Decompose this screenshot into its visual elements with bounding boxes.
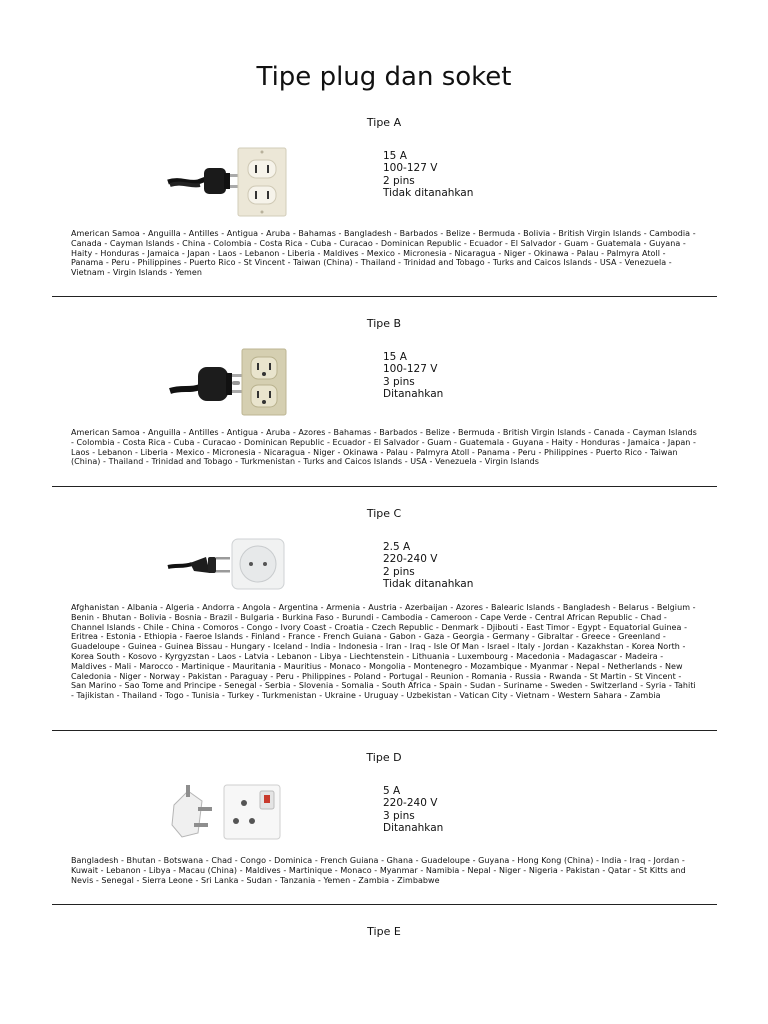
grounding-status: Ditanahkan <box>383 822 444 835</box>
specs <box>383 351 443 401</box>
type-label: Tipe D <box>366 751 402 764</box>
specs <box>383 150 473 200</box>
pin-count: 2 pins <box>383 174 415 187</box>
country-list: Bangladesh - Bhutan - Botswana - Chad - Congo - Dominica - French Guiana - Ghana - Guadeloupe - Guyana - Hong Kong (China) - India - Iraq - Jordan - Kuwait - Lebanon - Libya - Macau (China) - Maldives - Martinique - Monaco - Myanmar - Namibia - Nepal - Niger - Nigeria - Pakistan - Qatar - St Kitts and Nevis - Senegal - Sierra Leone - Sri Lanka - Sudan - Tanzania - Yemen - Zambia - Zimbabwe <box>71 856 686 885</box>
divider <box>52 486 717 487</box>
current-rating: 5 A <box>383 785 401 797</box>
voltage-rating: 220-240 V <box>383 797 438 810</box>
specs <box>383 785 443 835</box>
grounding-status: Tidak ditanahkan <box>383 578 474 591</box>
current-rating: 15 A <box>383 150 407 162</box>
current-rating: 2.5 A <box>383 541 411 553</box>
type-label: Tipe B <box>366 317 402 330</box>
country-list: American Samoa - Anguilla - Antilles - Antigua - Aruba - Azores - Bahamas - Barbados - Belize - Bermuda - British Virgin Islands - Canada - Cayman Islands - Colombia - Costa Rica - Cuba - Curacao - Dominican Republic - Ecuador - El Salvador - Guam - Guatemala - Guyana - Haity - Honduras - Jamaica - Japan - Laos - Lebanon - Liberia - Mexico - Micronesia - Nicaragua - Niger - Okinawa - Palau - Palmyra Atoll - Panama - Peru - Philippines - Puerto Rico - Taiwan (China) - Thailand - Trinidad and Tobago - Turkmenistan - Turks and Caicos Islands - USA - Venezuela - Virgin Islands <box>71 428 697 467</box>
pin-count: 2 pins <box>383 565 415 578</box>
pin-count: 3 pins <box>383 375 415 388</box>
voltage-rating: 220-240 V <box>383 553 438 566</box>
current-rating: 15 A <box>383 351 407 363</box>
grounding-status: Tidak ditanahkan <box>383 187 474 200</box>
voltage-rating: 100-127 V <box>383 363 438 376</box>
plug-b-image <box>166 347 288 417</box>
divider <box>52 730 717 731</box>
divider <box>52 296 717 297</box>
plug-d-image <box>168 781 284 843</box>
page-title: Tipe plug dan soket <box>256 62 512 92</box>
type-label: Tipe C <box>366 507 402 520</box>
type-label: Tipe E <box>367 925 401 938</box>
plug-c-image <box>166 537 288 593</box>
country-list: American Samoa - Anguilla - Antilles - Antigua - Aruba - Bahamas - Bangladesh - Barbados - Belize - Bermuda - Bolivia - British Virgin Islands - Cambodia - Canada - Cayman Islands - China - Colombia - Costa Rica - Cuba - Curacao - Dominican Republic - Ecuador - El Salvador - Guam - Guatemala - Guyana - Haity - Honduras - Jamaica - Japan - Laos - Lebanon - Liberia - Maldives - Mexico - Micronesia - Nicaragua - Niger - Okinawa - Palau - Palmyra Atoll - Panama - Peru - Philippines - Puerto Rico - St Vincent - Taiwan (China) - Thailand - Trinidad and Tobago - Turks and Caicos Islands - USA - Venezuela - Vietnam - Virgin Islands - Yemen <box>71 229 696 278</box>
type-label: Tipe A <box>366 116 402 129</box>
grounding-status: Ditanahkan <box>383 388 444 401</box>
specs <box>383 541 473 591</box>
voltage-rating: 100-127 V <box>383 162 438 175</box>
country-list: Afghanistan - Albania - Algeria - Andorra - Angola - Argentina - Armenia - Austria - Azerbaijan - Azores - Balearic Islands - Bangladesh - Belarus - Belgium - Benin - Bhutan - Bolivia - Bosnia - Brazil - Bulgaria - Burkina Faso - Burundi - Cambodia - Cameroon - Cape Verde - Central African Republic - Chad - Channel Islands - Chile - China - Comoros - Congo - Ivory Coast - Croatia - Czech Republic - Denmark - Djibouti - East Timor - Egypt - Equatorial Guinea - Eritrea - Estonia - Ethiopia - Faeroe Islands - Finland - France - French Guiana - Gabon - Gaza - Georgia - Germany - Gibraltar - Greece - Greenland - Guadeloupe - Guinea - Guinea Bissau - Hungary - Iceland - India - Indonesia - Iran - Iraq - Isle Of Man - Israel - Italy - Jordan - Kazakhstan - Korea North - Korea South - Kosovo - Kyrgyzstan - Laos - Latvia - Lebanon - Libya - Liechtenstein - Lithuania - Luxembourg - Macedonia - Madagascar - Madeira - Maldives - Mali - Marocco - Martinique - Mauritania - Mauritius - Monaco - Mongolia - Montenegro - Mozambique - Myanmar - Nepal - Netherlands - New Caledonia - Niger - Norway - Pakistan - Paraguay - Peru - Philippines - Poland - Portugal - Reunion - Romania - Russia - Rwanda - St Martin - St Vincent - San Marino - Sao Tome and Principe - Senegal - Serbia - Slovenia - Somalia - South Africa - Spain - Sudan - Suriname - Sweden - Switzerland - Syria - Tahiti - Tajikistan - Thailand - Togo - Tunisia - Turkey - Turkmenistan - Ukraine - Uruguay - Uzbekistan - Vatican City - Vietnam - Western Sahara - Zambia <box>71 603 696 701</box>
plug-a-image <box>166 146 288 218</box>
divider <box>52 904 717 905</box>
pin-count: 3 pins <box>383 809 415 822</box>
